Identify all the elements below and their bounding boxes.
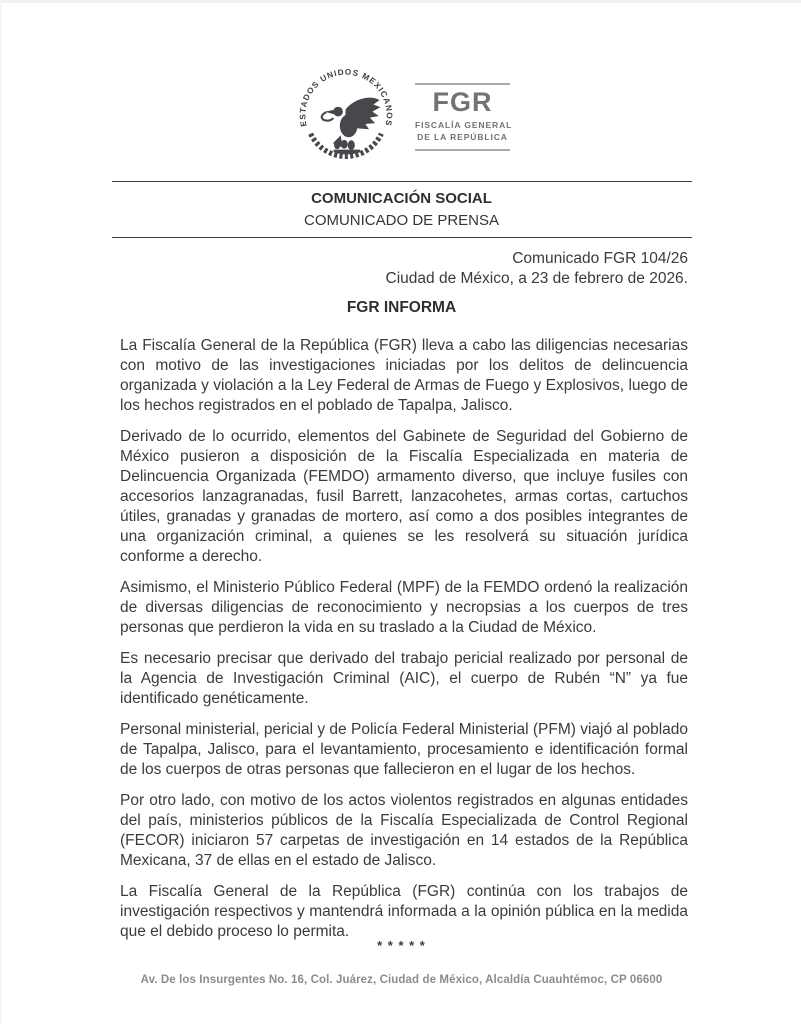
paragraph: Asimismo, el Ministerio Público Federal (MPF) de la FEMDO ordenó la realización de diversas diligencias de reconocimiento y necropsias a los cuerpos de tres personas que perdieron la vida en su traslado a la Ciudad de México. [120, 579, 688, 636]
comunicado-de-prensa-heading: COMUNICADO DE PRENSA [303, 212, 500, 229]
paragraph: Personal ministerial, pericial y de Policía Federal Ministerial (PFM) viajó al poblado de Tapalpa, Jalisco, para el levantamiento, procesamiento e identificación formal de los cuerpos de otras personas que fallecieron en el lugar de los hechos. [120, 721, 688, 778]
header-rule-top [112, 181, 692, 182]
paragraph: Por otro lado, con motivo de los actos violentos registrados en algunas entidades del país, ministerios públicos de la Fiscalía Especializada de Control Regional (FECOR) iniciaron 57 carpetas de investigación en 14 estados de la República Mexicana, 37 de ellas en el estado de Jalisco. [120, 792, 688, 869]
wordmark-subtitle-line2: DE LA REPÚBLICA [417, 132, 508, 143]
wordmark-top-rule [415, 83, 510, 85]
footer-address: Av. De los Insurgentes No. 16, Col. Juárez, Ciudad de México, Alcaldía Cuauhtémoc, CP 06600 [140, 974, 663, 986]
comunicado-meta [2, 249, 688, 288]
dateline: Ciudad de México, a 23 de febrero de 2026. [385, 269, 688, 287]
header-rule-bottom [112, 237, 692, 238]
paragraph: La Fiscalía General de la República (FGR) continúa con los trabajos de investigación respectivos y mantendrá informada a la opinión pública en la medida que el debido proceso lo permita. [120, 883, 688, 940]
seal-legend-text: ESTADOS UNIDOS MEXICANOS [298, 67, 394, 128]
wordmark-bottom-rule [415, 149, 510, 151]
fgr-logo [2, 63, 801, 175]
press-release-body [120, 336, 688, 942]
fgr-wordmark [415, 83, 513, 151]
wordmark-subtitle-line1: FISCALÍA GENERAL [415, 120, 513, 130]
end-separator: * * * * * [377, 938, 426, 953]
document-title: FGR INFORMA [346, 299, 457, 316]
comunicado-number: Comunicado FGR 104/26 [512, 250, 688, 267]
comunicacion-social-heading: COMUNICACIÓN SOCIAL [311, 190, 492, 207]
paragraph: La Fiscalía General de la República (FGR) lleva a cabo las diligencias necesarias con motivo de las investigaciones iniciadas por los delitos de delincuencia organizada y violación a la Ley Federal de Armas de Fuego y Explosivos, luego de los hechos registrados en el poblado de Tapalpa, Jalisco. [120, 337, 688, 414]
fgr-wordmark-text: FGR [432, 87, 493, 117]
mexican-eagle-seal-icon [293, 63, 399, 169]
paragraph: Derivado de lo ocurrido, elementos del Gabinete de Seguridad del Gobierno de México pusieron a disposición de la Fiscalía Especializada en materia de Delincuencia Organizada (FEMDO) armamento diverso, que incluye fusiles con accesorios lanzagranadas, fusil Barrett, lanzacohetes, armas cortas, cartuchos útiles, granadas y granadas de mortero, así como a dos posibles integrantes de una organización criminal, a quienes se les resolverá su situación jurídica conforme a derecho. [120, 428, 688, 565]
paragraph: Es necesario precisar que derivado del trabajo pericial realizado por personal de la Agencia de Investigación Criminal (AIC), el cuerpo de Rubén “N” ya fue identificado genéticamente. [120, 650, 688, 707]
